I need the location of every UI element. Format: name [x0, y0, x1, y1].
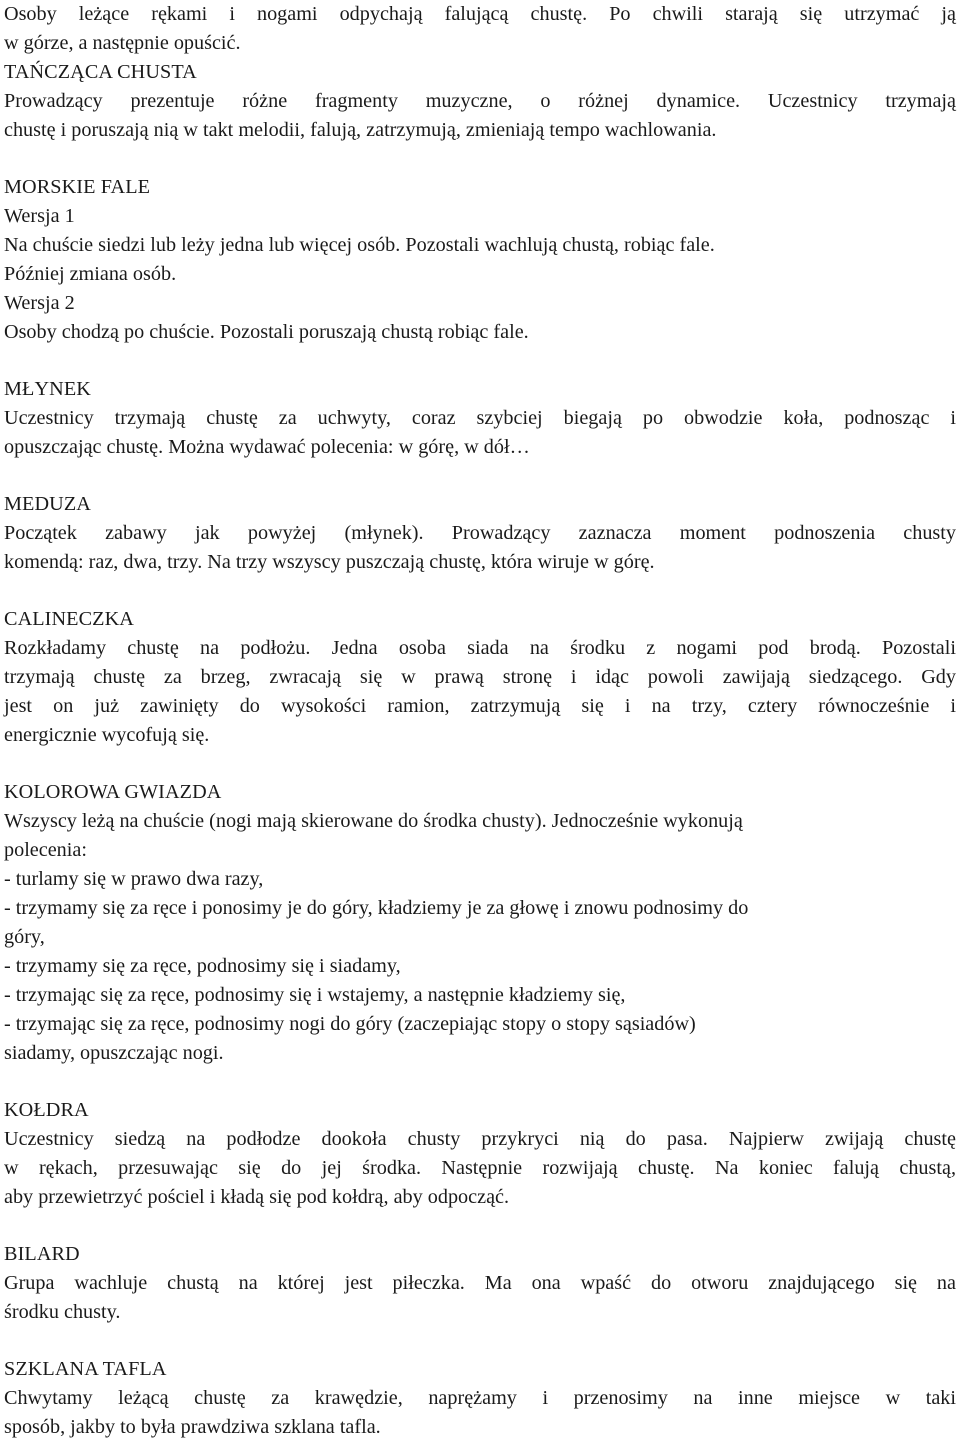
section-intro	[4, 0, 956, 58]
section-title: MORSKIE FALE	[4, 176, 151, 198]
section-bilard	[4, 1240, 956, 1327]
version-label: Wersja 2	[4, 292, 75, 314]
paragraph-line: Osoby chodzą po chuście. Pozostali poruszają chustą robiąc fale.	[4, 321, 529, 343]
list-item: - trzymając się za ręce, podnosimy się i wstajemy, a następnie kładziemy się,	[4, 984, 626, 1006]
paragraph-line: Uczestnicy siedzą na podłodze dookoła chusty przykryci nią do pasa. Najpierw zwijają chustę	[4, 1128, 956, 1150]
list-item: - trzymamy się za ręce, podnosimy się i siadamy,	[4, 955, 401, 977]
section-morskie-fale	[4, 173, 956, 347]
list-item: - trzymając się za ręce, podnosimy nogi do góry (zaczepiając stopy o stopy sąsiadów)	[4, 1013, 696, 1035]
paragraph-line: trzymają chustę za brzeg, zwracają się w prawą stronę i idąc powoli zawijają siedzącego. Gdy	[4, 666, 956, 688]
paragraph-line: Początek zabawy jak powyżej (młynek). Prowadzący zaznacza moment podnoszenia chusty	[4, 522, 956, 544]
paragraph-line: Uczestnicy trzymają chustę za uchwyty, coraz szybciej biegają po obwodzie koła, podnosząc i	[4, 407, 956, 429]
paragraph-line: Prowadzący prezentuje różne fragmenty muzyczne, o różnej dynamice. Uczestnicy trzymają	[4, 90, 956, 112]
paragraph-line: aby przewietrzyć pościel i kładą się pod kołdrą, aby odpocząć.	[4, 1186, 510, 1208]
paragraph-line: sposób, jakby to była prawdziwa szklana tafla.	[4, 1416, 381, 1438]
list-item: - trzymamy się za ręce i ponosimy je do góry, kładziemy je za głowę i znowu podnosimy do	[4, 897, 749, 919]
section-title: MEDUZA	[4, 493, 91, 515]
paragraph-line: chustę i poruszają nią w takt melodii, falują, zatrzymują, zmieniają tempo wachlowania.	[4, 119, 717, 141]
paragraph-line: opuszczając chustę. Można wydawać polecenia: w górę, w dół…	[4, 436, 530, 458]
version-label: Wersja 1	[4, 205, 75, 227]
section-koldra	[4, 1096, 956, 1212]
section-title: MŁYNEK	[4, 378, 91, 400]
section-title: KOŁDRA	[4, 1099, 89, 1121]
section-meduza	[4, 490, 956, 577]
section-tanczaca-chusta	[4, 58, 956, 145]
paragraph-line: energicznie wycofują się.	[4, 724, 210, 746]
list-item-continuation: siadamy, opuszczając nogi.	[4, 1042, 224, 1064]
list-item-continuation: góry,	[4, 926, 45, 948]
paragraph-line: Chwytamy leżącą chustę za krawędzie, naprężamy i przenosimy na inne miejsce w taki	[4, 1387, 956, 1409]
section-title: SZKLANA TAFLA	[4, 1358, 167, 1380]
section-title: TAŃCZĄCA CHUSTA	[4, 61, 197, 83]
paragraph-line: w górze, a następnie opuścić.	[4, 32, 241, 54]
paragraph-line: Grupa wachluje chustą na której jest piłeczka. Ma ona wpaść do otworu znajdującego się na	[4, 1272, 956, 1294]
list-item: - turlamy się w prawo dwa razy,	[4, 868, 264, 890]
paragraph-line: środku chusty.	[4, 1301, 121, 1323]
paragraph-line: Rozkładamy chustę na podłożu. Jedna osoba siada na środku z nogami pod brodą. Pozostali	[4, 637, 956, 659]
paragraph-line: jest on już zawinięty do wysokości ramion, zatrzymują się i na trzy, cztery równocześnie i	[4, 695, 956, 717]
paragraph-line: Wszyscy leżą na chuście (nogi mają skierowane do środka chusty). Jednocześnie wykonują	[4, 810, 743, 832]
section-mlynek	[4, 375, 956, 462]
paragraph-line: komendą: raz, dwa, trzy. Na trzy wszyscy puszczają chustę, która wiruje w górę.	[4, 551, 655, 573]
section-kolorowa-gwiazda	[4, 778, 956, 1068]
section-title: BILARD	[4, 1243, 80, 1265]
paragraph-line: polecenia:	[4, 839, 87, 861]
paragraph-line: Na chuście siedzi lub leży jedna lub więcej osób. Pozostali wachlują chustą, robiąc fale.	[4, 234, 715, 256]
section-szklana-tafla	[4, 1355, 956, 1442]
paragraph-line: Później zmiana osób.	[4, 263, 177, 285]
document-page	[4, 0, 956, 1442]
section-title: KOLOROWA GWIAZDA	[4, 781, 222, 803]
paragraph-line: w rękach, przesuwając się do jej środka. Następnie rozwijają chustę. Na koniec falują chustą,	[4, 1157, 956, 1179]
section-calineczka	[4, 605, 956, 750]
section-title: CALINECZKA	[4, 608, 134, 630]
paragraph-line: Osoby leżące rękami i nogami odpychają falującą chustę. Po chwili starają się utrzymać ją	[4, 3, 956, 25]
